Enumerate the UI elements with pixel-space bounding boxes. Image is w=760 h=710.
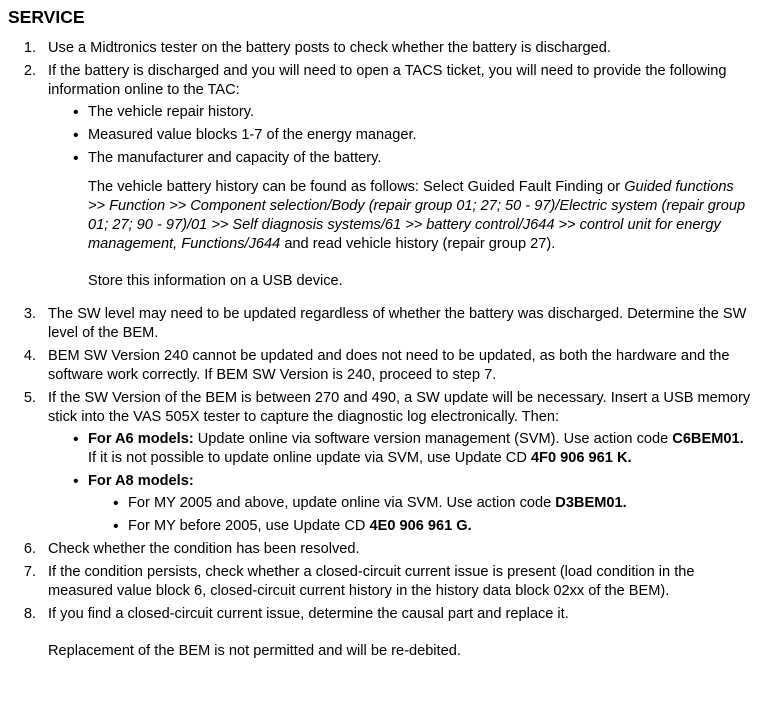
step-number: 1. (23, 40, 36, 56)
a8-sublist (88, 494, 752, 536)
a6-item: • For A6 models: Update online via software version management (SVM). Use action code C6BEM01. If it is not possible to update online update via SVM, use Update CD 4F0 906 961 K. (73, 431, 744, 466)
replacement-note: Replacement of the BEM is not permitted and will be re-debited. (48, 643, 461, 659)
list-item: • The vehicle repair history. (73, 104, 255, 121)
step-text: BEM SW Version 240 cannot be updated and does not need to be updated, as both the hardware and the software work correctly. If BEM SW Version is 240, proceed to step 7. (48, 348, 730, 383)
step-text: If you find a closed-circuit current issue, determine the causal part and replace it. (48, 606, 569, 622)
step-text: If the SW Version of the BEM is between 270 and 490, a SW update will be necessary. Insert a USB memory stick into the VAS 505X tester to capture the diagnostic log electronically. Then: (48, 390, 751, 425)
action-code: C6BEM01. (672, 431, 744, 447)
step-8 (8, 605, 752, 661)
step-2 (8, 62, 752, 291)
step-3 (8, 305, 752, 343)
step-number: 3. (23, 306, 36, 322)
store-note: Store this information on a USB device. (88, 273, 343, 289)
page-title: SERVICE (8, 7, 85, 27)
bullet-icon: • (113, 518, 119, 535)
step-number: 6. (23, 541, 36, 557)
history-instructions: The vehicle battery history can be found as follows: Select Guided Fault Finding or Guided functions >> Function >> Component selection/Body (repair group 01; 27; 50 - 97)/Electric system (repair group 01; 27; 90 - 97)/01 >> Self diagnosis systems/61 >> battery control/J644 >> control unit for energy management, Functions/J644 and read vehicle history (repair group 27). (88, 179, 746, 252)
step-1 (8, 39, 752, 58)
step-6 (8, 540, 752, 559)
update-cd: 4E0 906 961 G. (369, 518, 472, 534)
model-list (48, 430, 752, 536)
step-text: Check whether the condition has been resolved. (48, 541, 360, 557)
step-text: The SW level may need to be updated regardless of whether the battery was discharged. Determine the SW level of the BEM. (48, 306, 747, 341)
step-number: 8. (23, 606, 36, 622)
menu-path: Guided functions >> Function >> Component selection/Body (repair group 01; 27; 50 - 97)/Electric system (repair group 01; 27; 90 - 97)/01 >> Self diagnosis systems/61 >> battery control/J644 >> control unit for energy management, Functions/J644 (88, 179, 746, 252)
bullet-icon: • (113, 495, 119, 512)
update-cd: 4F0 906 961 K. (530, 450, 632, 466)
step-4 (8, 347, 752, 385)
a8-item: • For A8 models: • For MY 2005 and above, update online via SVM. Use action code D3BEM01. • For MY before 2005, use Update CD 4E0 906 961 G. (88, 472, 752, 536)
step-number: 7. (23, 564, 36, 580)
step-text: Use a Midtronics tester on the battery posts to check whether the battery is discharged. (48, 40, 611, 56)
step-7 (8, 563, 752, 601)
step-number: 2. (23, 63, 36, 79)
list-item: • The manufacturer and capacity of the battery. (73, 150, 382, 167)
service-steps (8, 39, 752, 661)
bullet-icon: • (73, 127, 79, 144)
step-number: 4. (23, 348, 36, 364)
list-item: • For MY 2005 and above, update online via SVM. Use action code D3BEM01. (113, 495, 627, 512)
step-number: 5. (23, 390, 36, 406)
list-item: • Measured value blocks 1-7 of the energy manager. (73, 127, 417, 144)
action-code: D3BEM01. (555, 495, 627, 511)
list-item: • For MY before 2005, use Update CD 4E0 906 961 G. (113, 518, 472, 535)
bullet-icon: • (73, 473, 79, 490)
step-text: If the condition persists, check whether a closed-circuit current issue is present (load condition in the measured value block 6, closed-circuit current history in the history data block 02xx of the BEM). (48, 564, 695, 599)
bullet-icon: • (73, 431, 79, 448)
bullet-icon: • (73, 150, 79, 167)
bullet-icon: • (73, 104, 79, 121)
required-info-list (48, 103, 752, 168)
step-text: If the battery is discharged and you will need to open a TACS ticket, you will need to provide the following information online to the TAC: (48, 63, 727, 98)
step-5 (8, 389, 752, 536)
